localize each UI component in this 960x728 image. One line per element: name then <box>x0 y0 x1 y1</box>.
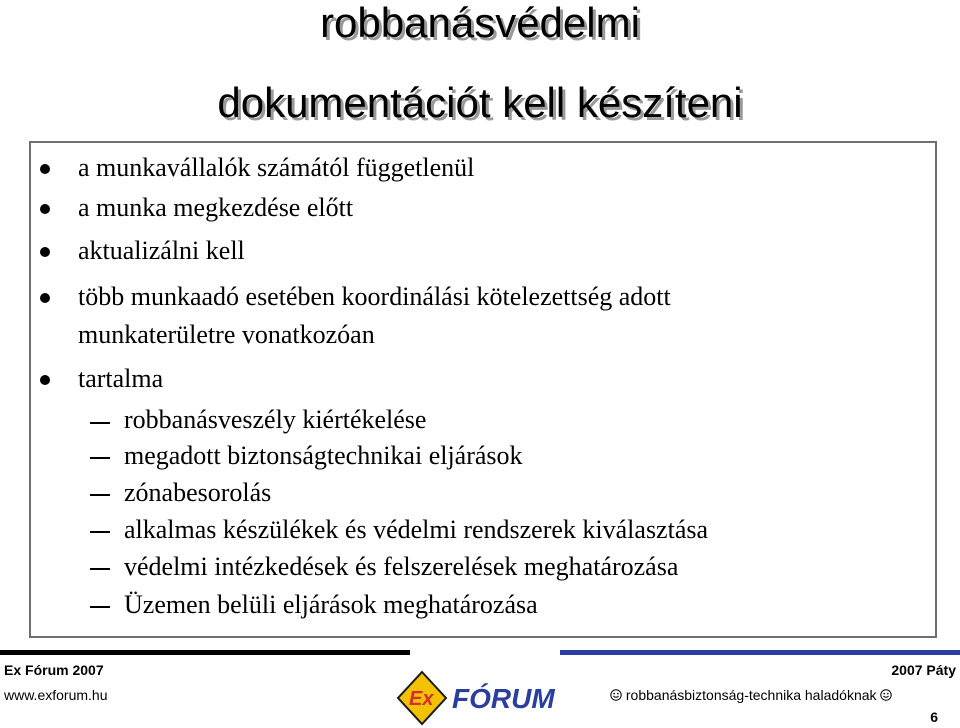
bullet-item: tartalma <box>78 364 164 393</box>
bullet-dot-icon <box>40 375 50 385</box>
slide-title-line-2: dokumentációt kell készíteni <box>217 79 743 126</box>
sub-item: robbanásveszély kiértékelése <box>124 405 427 434</box>
bullet-item: aktualizálni kell <box>78 236 245 265</box>
dash-icon <box>90 568 110 570</box>
bullet-item: a munkavállalók számától függetlenül <box>78 153 475 182</box>
footer-rule-left <box>0 650 410 655</box>
bullet-item: több munkaadó esetében koordinálási kötelezettség adott <box>78 282 671 311</box>
dash-icon <box>90 457 110 459</box>
sub-item: védelmi intézkedések és felszerelések meghatározása <box>124 552 679 581</box>
page-number: 6 <box>930 709 938 725</box>
footer-slogan-text: robbanásbiztonság-technika haladóknak <box>625 687 877 703</box>
smiley-icon <box>880 689 892 701</box>
ex-forum-logo <box>396 670 572 726</box>
dash-icon <box>90 531 110 533</box>
footer-event: Ex Fórum 2007 <box>4 662 104 678</box>
logo-text-forum: FÓRUM <box>452 683 555 714</box>
bullet-dot-icon <box>40 164 50 174</box>
sub-item: megadott biztonságtechnikai eljárások <box>124 441 523 470</box>
bullet-dot-icon <box>40 293 50 303</box>
footer-website: www.exforum.hu <box>4 687 108 703</box>
sub-item: alkalmas készülékek és védelmi rendszerek kiválasztása <box>124 515 709 544</box>
sub-item: Üzemen belüli eljárások meghatározása <box>124 590 538 619</box>
footer-rule-right <box>560 650 960 655</box>
dash-icon <box>90 494 110 496</box>
logo-text-ex: Ex <box>409 688 434 710</box>
footer-place-year: 2007 Páty <box>891 662 956 678</box>
dash-icon <box>90 422 110 424</box>
bullet-item-continuation: munkaterületre vonatkozóan <box>78 320 375 349</box>
dash-icon <box>90 606 110 608</box>
bullet-dot-icon <box>40 204 50 214</box>
bullet-dot-icon <box>40 247 50 257</box>
smiley-icon <box>610 689 622 701</box>
footer-slogan <box>610 686 892 704</box>
slide-title-line-1: robbanásvédelmi <box>320 0 640 46</box>
bullet-item: a munka megkezdése előtt <box>78 193 354 222</box>
sub-item: zónabesorolás <box>124 478 272 507</box>
